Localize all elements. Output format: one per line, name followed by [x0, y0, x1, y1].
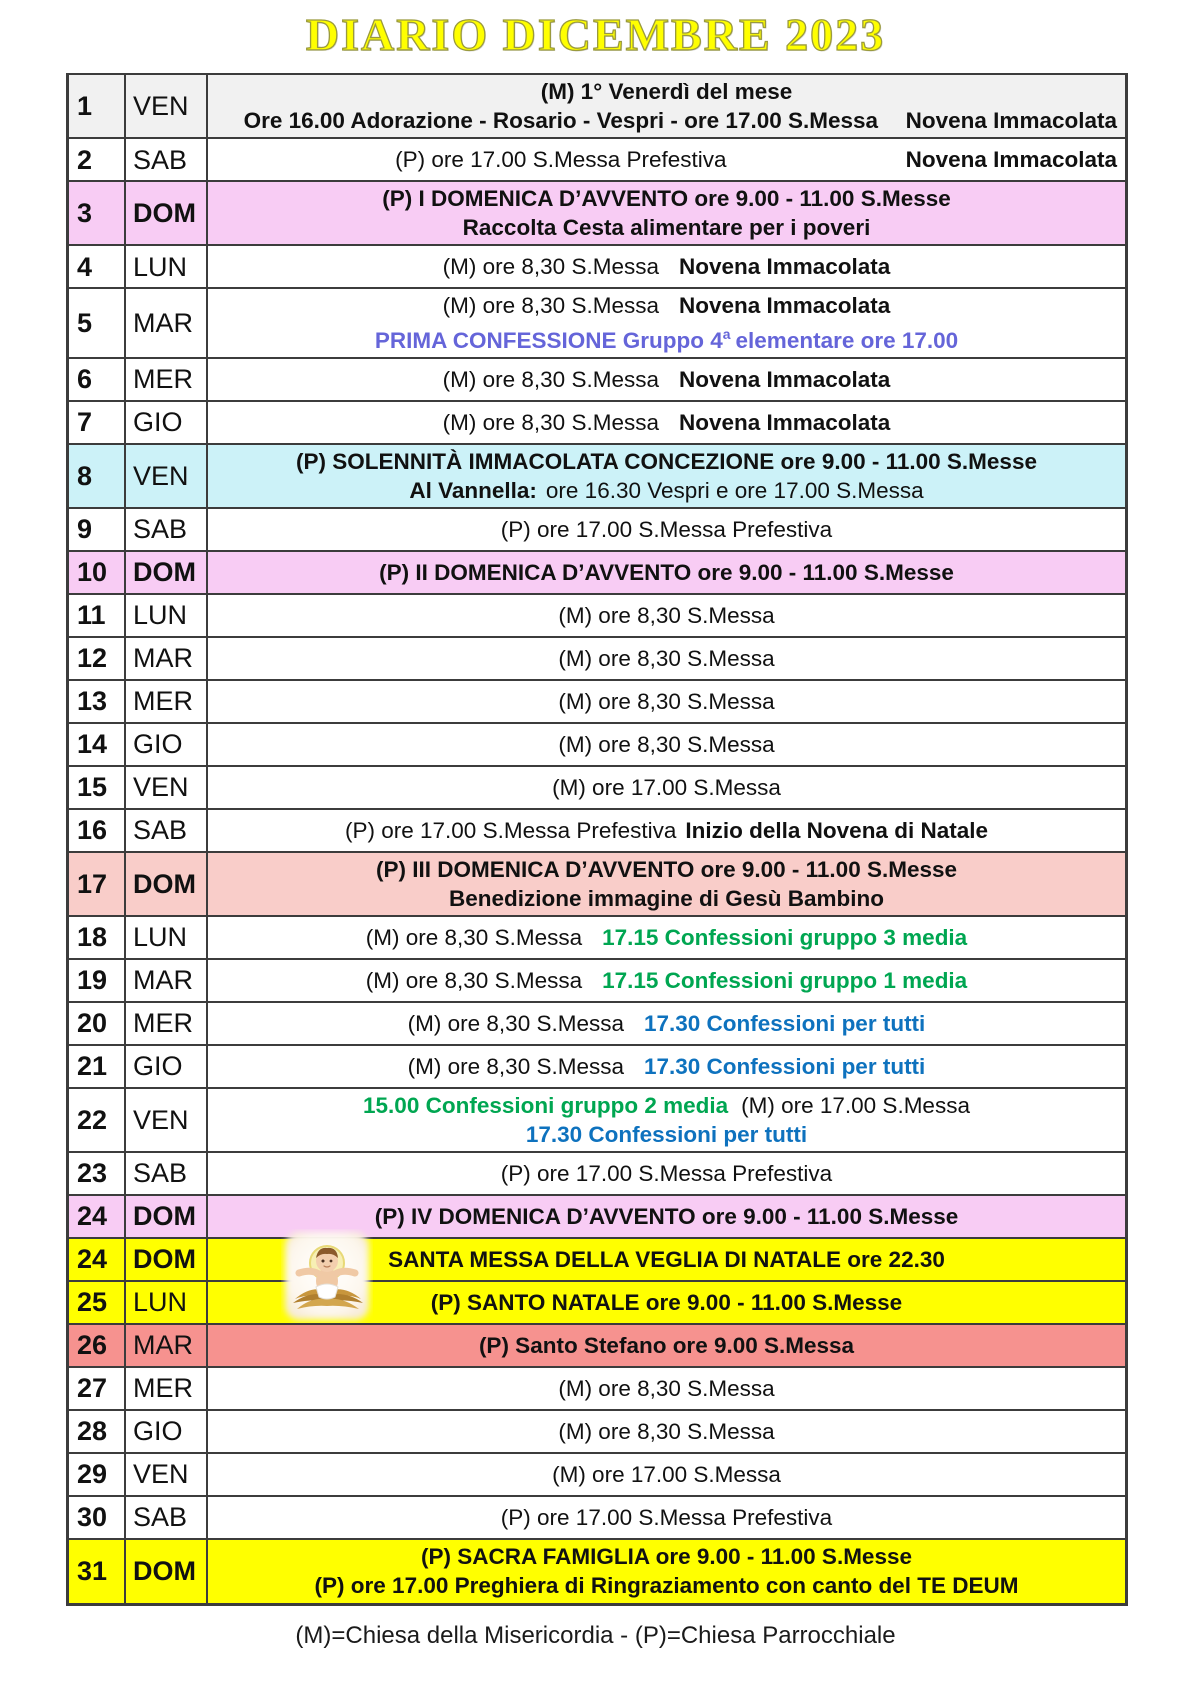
- event-text: a: [722, 326, 731, 342]
- event-cell: [208, 182, 1125, 244]
- day-number: 14: [69, 724, 126, 765]
- event-cell: [208, 289, 1125, 357]
- weekday-label: GIO: [126, 724, 208, 765]
- event-text: 17.15 Confessioni gruppo 1 media: [602, 967, 968, 993]
- event-cell: [208, 246, 1125, 287]
- event-text: 15.00 Confessioni gruppo 2 media: [363, 1092, 729, 1118]
- event-text: (P) ore 17.00 S.Messa Prefestiva: [395, 147, 727, 172]
- calendar-row-25-lun: [69, 1282, 1125, 1325]
- calendar-row-16-sab: [69, 810, 1125, 853]
- weekday-label: MAR: [126, 638, 208, 679]
- event-text: Novena Immacolata: [678, 293, 891, 318]
- event-text: (P) IV DOMENICA D’AVVENTO ore 9.00 - 11.00 S.Messe: [374, 1203, 959, 1229]
- calendar-row-7-gio: [69, 402, 1125, 445]
- calendar-row-24-dom: [69, 1196, 1125, 1239]
- event-text: elementare ore 17.00: [735, 327, 959, 353]
- event-text: Ore 16.00 Adorazione - Rosario - Vespri - ore 17.00 S.Messa: [243, 108, 879, 133]
- weekday-label: DOM: [126, 853, 208, 915]
- event-cell: [208, 1003, 1125, 1044]
- event-text: (M) ore 8,30 S.Messa: [558, 1375, 775, 1401]
- event-line: [216, 365, 1117, 394]
- day-number: 19: [69, 960, 126, 1001]
- day-number: 24: [69, 1196, 126, 1237]
- event-line: [216, 184, 1117, 213]
- day-number: 17: [69, 853, 126, 915]
- event-line: [216, 408, 1117, 437]
- event-cell: [208, 552, 1125, 593]
- event-text: (P) SANTO NATALE ore 9.00 - 11.00 S.Messe: [430, 1289, 903, 1315]
- event-text: ore 16.30 Vespri e ore 17.00 S.Messa: [545, 477, 924, 503]
- event-text: Novena Immacolata: [678, 254, 891, 279]
- event-text: (M) ore 8,30 S.Messa: [442, 254, 659, 279]
- day-number: 5: [69, 289, 126, 357]
- event-text: (P) SOLENNITÀ IMMACOLATA CONCEZIONE ore 9.00 - 11.00 S.Messe: [296, 448, 1037, 474]
- event-cell: [208, 509, 1125, 550]
- event-line: [216, 106, 1117, 135]
- event-cell: [208, 359, 1125, 400]
- day-number: 26: [69, 1325, 126, 1366]
- calendar-row-23-sab: [69, 1153, 1125, 1196]
- weekday-label: SAB: [126, 810, 208, 851]
- event-cell: [208, 1325, 1125, 1366]
- day-number: 21: [69, 1046, 126, 1087]
- calendar-row-21-gio: [69, 1046, 1125, 1089]
- event-text: (M) ore 8,30 S.Messa: [407, 1010, 624, 1036]
- day-number: 2: [69, 139, 126, 180]
- event-cell: [208, 1497, 1125, 1538]
- event-text: (M) ore 17.00 S.Messa: [741, 1092, 970, 1118]
- calendar-row-8-ven: [69, 445, 1125, 509]
- calendar-row-18-lun: [69, 917, 1125, 960]
- event-text: Novena Immacolata: [678, 366, 891, 392]
- event-text: Novena Immacolata: [905, 147, 1117, 172]
- day-number: 6: [69, 359, 126, 400]
- event-text: (P) SACRA FAMIGLIA ore 9.00 - 11.00 S.Messe: [421, 1544, 912, 1569]
- event-text: PRIMA CONFESSIONE Gruppo 4: [374, 327, 723, 353]
- day-number: 28: [69, 1411, 126, 1452]
- event-line: [216, 145, 1117, 174]
- weekday-label: DOM: [126, 552, 208, 593]
- day-number: 23: [69, 1153, 126, 1194]
- calendar-row-24-dom: [69, 1239, 1125, 1282]
- event-text: 17.30 Confessioni per tutti: [525, 1121, 808, 1147]
- calendar-row-29-ven: [69, 1454, 1125, 1497]
- day-number: 12: [69, 638, 126, 679]
- event-text: Al Vannella:: [409, 477, 537, 503]
- event-cell: [208, 1196, 1125, 1237]
- weekday-label: SAB: [126, 509, 208, 550]
- calendar-row-1-ven: [69, 75, 1125, 139]
- calendar-row-3-dom: [69, 182, 1125, 246]
- day-number: 22: [69, 1089, 126, 1151]
- event-cell: [208, 402, 1125, 443]
- calendar-row-2-sab: [69, 139, 1125, 182]
- event-line: [216, 447, 1117, 476]
- day-number: 7: [69, 402, 126, 443]
- event-line: [216, 1460, 1117, 1489]
- calendar-row-12-mar: [69, 638, 1125, 681]
- event-text: (M) ore 8,30 S.Messa: [407, 1053, 624, 1079]
- event-line: [216, 855, 1117, 884]
- event-text: (M) ore 8,30 S.Messa: [558, 1418, 775, 1444]
- event-line: [216, 687, 1117, 716]
- day-number: 27: [69, 1368, 126, 1409]
- weekday-label: LUN: [126, 246, 208, 287]
- event-line: [216, 1052, 1117, 1081]
- event-text: (M) ore 8,30 S.Messa: [558, 688, 775, 714]
- event-cell: [208, 681, 1125, 722]
- event-text: 17.15 Confessioni gruppo 3 media: [602, 924, 968, 950]
- event-text: (P) III DOMENICA D’AVVENTO ore 9.00 - 11.00 S.Messe: [375, 856, 958, 882]
- calendar-row-26-mar: [69, 1325, 1125, 1368]
- calendar-row-5-mar: [69, 289, 1125, 359]
- event-cell: [208, 767, 1125, 808]
- event-cell: [208, 139, 1125, 180]
- event-line: [216, 923, 1117, 952]
- event-line: [216, 816, 1117, 845]
- calendar-row-6-mer: [69, 359, 1125, 402]
- calendar-row-15-ven: [69, 767, 1125, 810]
- event-text: (P) Santo Stefano ore 9.00 S.Messa: [478, 1332, 855, 1358]
- calendar-row-20-mer: [69, 1003, 1125, 1046]
- event-line: [216, 320, 1117, 355]
- weekday-label: VEN: [126, 1454, 208, 1495]
- event-cell: [208, 1540, 1125, 1603]
- event-line: [216, 291, 1117, 320]
- calendar-row-10-dom: [69, 552, 1125, 595]
- event-text: (M) ore 8,30 S.Messa: [442, 409, 659, 435]
- event-text: (M) ore 8,30 S.Messa: [442, 366, 659, 392]
- event-text: 17.30 Confessioni per tutti: [644, 1053, 926, 1079]
- day-number: 25: [69, 1282, 126, 1323]
- day-number: 18: [69, 917, 126, 958]
- event-text: (M) ore 17.00 S.Messa: [552, 1461, 781, 1487]
- event-line: [216, 1571, 1117, 1600]
- event-text: (M) ore 8,30 S.Messa: [558, 645, 775, 671]
- event-line: [216, 773, 1117, 802]
- weekday-label: LUN: [126, 595, 208, 636]
- event-line: [216, 730, 1117, 759]
- event-cell: [208, 1239, 1125, 1280]
- event-line: [216, 1542, 1117, 1571]
- event-cell: [208, 917, 1125, 958]
- calendar-row-9-sab: [69, 509, 1125, 552]
- day-number: 1: [69, 75, 126, 137]
- calendar-row-30-sab: [69, 1497, 1125, 1540]
- event-text: (P) ore 17.00 S.Messa Prefestiva: [500, 1160, 833, 1186]
- event-cell: [208, 853, 1125, 915]
- calendar-row-19-mar: [69, 960, 1125, 1003]
- event-text: (M) ore 8,30 S.Messa: [558, 731, 775, 757]
- event-line: [216, 1159, 1117, 1188]
- event-text: Novena Immacolata: [678, 409, 891, 435]
- weekday-label: LUN: [126, 917, 208, 958]
- event-line: [216, 252, 1117, 281]
- event-cell: [208, 595, 1125, 636]
- calendar-row-22-ven: [69, 1089, 1125, 1153]
- day-number: 31: [69, 1540, 126, 1603]
- weekday-label: LUN: [126, 1282, 208, 1323]
- day-number: 9: [69, 509, 126, 550]
- calendar-row-13-mer: [69, 681, 1125, 724]
- event-cell: [208, 1454, 1125, 1495]
- day-number: 16: [69, 810, 126, 851]
- day-number: 10: [69, 552, 126, 593]
- event-cell: [208, 445, 1125, 507]
- event-line: [216, 644, 1117, 673]
- weekday-label: MER: [126, 681, 208, 722]
- day-number: 11: [69, 595, 126, 636]
- event-line: [216, 213, 1117, 242]
- event-text: (M) 1° Venerdì del mese: [540, 79, 793, 104]
- legend-note: (M)=Chiesa della Misericordia - (P)=Chiesa Parrocchiale: [295, 1621, 896, 1649]
- weekday-label: MER: [126, 1003, 208, 1044]
- weekday-label: GIO: [126, 402, 208, 443]
- event-line: [216, 601, 1117, 630]
- event-text: (M) ore 8,30 S.Messa: [442, 293, 659, 318]
- event-line: [216, 1503, 1117, 1532]
- weekday-label: MAR: [126, 1325, 208, 1366]
- weekday-label: SAB: [126, 1497, 208, 1538]
- calendar-row-14-gio: [69, 724, 1125, 767]
- event-line: [216, 1245, 1117, 1274]
- day-number: 24: [69, 1239, 126, 1280]
- weekday-label: MAR: [126, 960, 208, 1001]
- event-cell: [208, 75, 1125, 137]
- event-text: Benedizione immagine di Gesù Bambino: [448, 885, 885, 911]
- event-cell: [208, 724, 1125, 765]
- event-cell: [208, 1282, 1125, 1323]
- event-cell: [208, 1046, 1125, 1087]
- weekday-label: VEN: [126, 767, 208, 808]
- december-calendar-table: [66, 73, 1128, 1606]
- event-text: Novena Immacolata: [905, 108, 1117, 133]
- weekday-label: DOM: [126, 1196, 208, 1237]
- event-line: [216, 1288, 1117, 1317]
- calendar-row-27-mer: [69, 1368, 1125, 1411]
- event-text: (M) ore 8,30 S.Messa: [365, 967, 583, 993]
- event-line: [216, 476, 1117, 505]
- event-cell: [208, 1089, 1125, 1151]
- day-number: 8: [69, 445, 126, 507]
- event-cell: [208, 960, 1125, 1001]
- day-number: 20: [69, 1003, 126, 1044]
- event-text: (M) ore 8,30 S.Messa: [558, 602, 775, 628]
- event-line: [216, 1374, 1117, 1403]
- calendar-row-4-lun: [69, 246, 1125, 289]
- day-number: 30: [69, 1497, 126, 1538]
- day-number: 13: [69, 681, 126, 722]
- weekday-label: MER: [126, 1368, 208, 1409]
- event-text: (P) ore 17.00 S.Messa Prefestiva: [500, 1504, 833, 1530]
- weekday-label: GIO: [126, 1046, 208, 1087]
- calendar-row-17-dom: [69, 853, 1125, 917]
- day-number: 3: [69, 182, 126, 244]
- calendar-row-11-lun: [69, 595, 1125, 638]
- event-text: (P) ore 17.00 S.Messa Prefestiva: [345, 817, 677, 843]
- event-line: [216, 77, 1117, 106]
- event-text: (P) I DOMENICA D’AVVENTO ore 9.00 - 11.00 S.Messe: [382, 186, 951, 211]
- event-line: [216, 1417, 1117, 1446]
- weekday-label: MER: [126, 359, 208, 400]
- calendar-row-31-dom: [69, 1540, 1125, 1603]
- weekday-label: SAB: [126, 1153, 208, 1194]
- weekday-label: DOM: [126, 182, 208, 244]
- event-cell: [208, 1411, 1125, 1452]
- event-line: [216, 884, 1117, 913]
- event-text: (P) II DOMENICA D’AVVENTO ore 9.00 - 11.00 S.Messe: [379, 559, 954, 585]
- event-text: (P) ore 17.00 Preghiera di Ringraziamento con canto del TE DEUM: [314, 1573, 1019, 1598]
- weekday-label: GIO: [126, 1411, 208, 1452]
- event-text: Inizio della Novena di Natale: [685, 817, 988, 843]
- page-title: DIARIO DICEMBRE 2023: [305, 9, 886, 60]
- weekday-label: VEN: [126, 445, 208, 507]
- event-text: (M) ore 8,30 S.Messa: [365, 924, 583, 950]
- weekday-label: SAB: [126, 139, 208, 180]
- weekday-label: DOM: [126, 1239, 208, 1280]
- weekday-label: VEN: [126, 75, 208, 137]
- event-line: [216, 1120, 1117, 1149]
- event-text: Raccolta Cesta alimentare per i poveri: [462, 215, 871, 240]
- event-text: (P) ore 17.00 S.Messa Prefestiva: [500, 516, 833, 542]
- calendar-row-28-gio: [69, 1411, 1125, 1454]
- event-line: [216, 1331, 1117, 1360]
- event-line: [216, 966, 1117, 995]
- event-line: [216, 1202, 1117, 1231]
- event-text: SANTA MESSA DELLA VEGLIA DI NATALE ore 22.30: [388, 1246, 945, 1272]
- event-text: 17.30 Confessioni per tutti: [644, 1010, 926, 1036]
- event-line: [216, 1091, 1117, 1120]
- weekday-label: MAR: [126, 289, 208, 357]
- event-cell: [208, 1153, 1125, 1194]
- event-line: [216, 515, 1117, 544]
- day-number: 4: [69, 246, 126, 287]
- day-number: 29: [69, 1454, 126, 1495]
- event-cell: [208, 638, 1125, 679]
- weekday-label: VEN: [126, 1089, 208, 1151]
- day-number: 15: [69, 767, 126, 808]
- event-line: [216, 558, 1117, 587]
- event-cell: [208, 1368, 1125, 1409]
- event-text: (M) ore 17.00 S.Messa: [552, 774, 781, 800]
- event-line: [216, 1009, 1117, 1038]
- event-cell: [208, 810, 1125, 851]
- weekday-label: DOM: [126, 1540, 208, 1603]
